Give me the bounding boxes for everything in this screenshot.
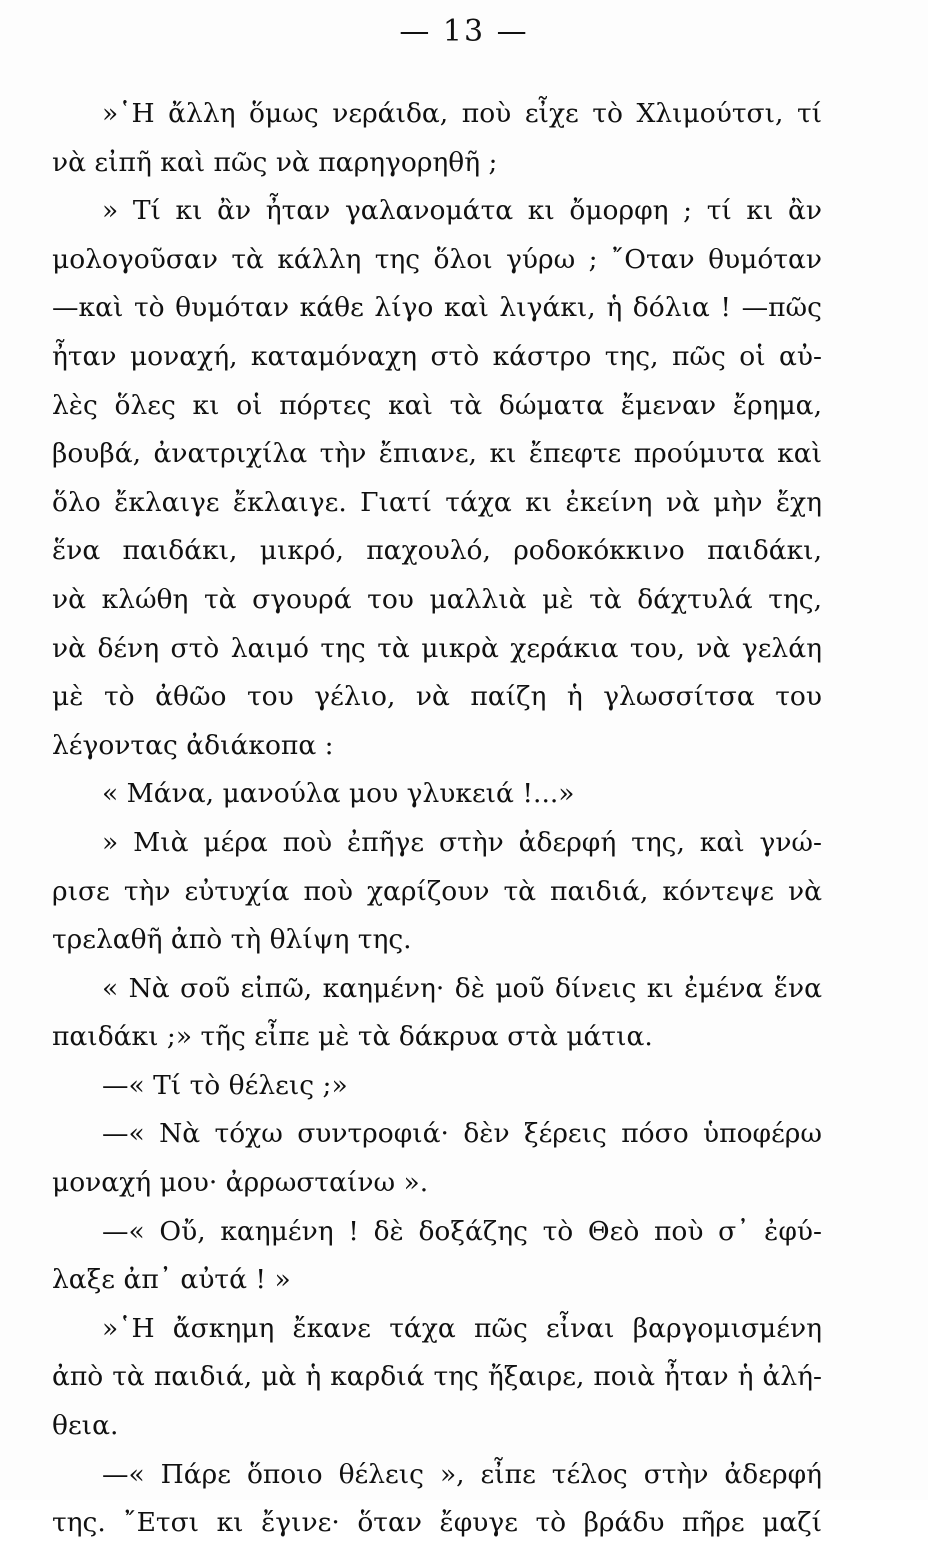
text-line: »῾Η ἄλλη ὅμως νεράιδα, ποὺ εἶχε τὸ Χλιμούτσι, τί [102,98,822,129]
text-line: —« Οὔ, καημένη ! δὲ δοξάζης τὸ Θεὸ ποὺ σ᾿ ἐφύ- [102,1215,822,1247]
text-line: νὰ δένη στὸ λαιμό της τὰ μικρὰ χεράκια του, νὰ γελάη [52,632,822,664]
text-line: ἀπὸ τὰ παιδιά, μὰ ἡ καρδιά της ἤξαιρε, ποιὰ ἦταν ἡ ἀλή- [52,1361,822,1393]
text-line: μολογοῦσαν τὰ κάλλη της ὅλοι γύρω ; ῎Οταν θυμόταν [52,243,822,275]
text-line: » Τί κι ἂν ἦταν γαλανομάτα κι ὄμορφη ; τί κι ἂν [102,195,822,227]
text-line: μοναχή μου· ἀρρωσταίνω ». [52,1167,429,1199]
text-line: « Μάνα, μανούλα μου γλυκειά !...» [102,778,575,810]
text-line: τρελαθῆ ἀπὸ τὴ θλίψη της. [52,924,412,956]
page-number: — 13 — [399,14,529,49]
text-line: « Νὰ σοῦ εἰπῶ, καημένη· δὲ μοῦ δίνεις κι ἐμένα ἕνα [102,972,822,1004]
text-line: —« Πάρε ὅποιο θέλεις », εἶπε τέλος στὴν ἀδερφή [102,1458,822,1490]
text-line: μὲ τὸ ἀθῶο του γέλιο, νὰ παίζη ἡ γλωσσίτσα του [52,681,822,713]
text-line: —« Τί τὸ θέλεις ;» [102,1069,348,1101]
text-line: —« Νὰ τόχω συντροφιά· δὲν ξέρεις πόσο ὑποφέρω [102,1118,822,1150]
text-line: παιδάκι ;» τῆς εἶπε μὲ τὰ δάκρυα στὰ μάτια. [52,1021,653,1053]
text-line: λέγοντας ἀδιάκοπα : [52,729,334,761]
text-line: της. ῎Ετσι κι ἔγινε· ὅταν ἔφυγε τὸ βράδυ πῆρε μαζί [52,1507,822,1539]
text-line: νὰ κλώθη τὰ σγουρά του μαλλιὰ μὲ τὰ δάχτυλά της, [52,583,822,615]
text-line: λαξε ἀπ᾿ αὐτά ! » [52,1264,291,1296]
text-line: ἦταν μοναχή, καταμόναχη στὸ κάστρο της, πῶς οἱ αὐ- [52,340,822,372]
text-line: »῾Η ἄσκημη ἔκανε τάχα πῶς εἶναι βαργομισμένη [102,1312,822,1344]
text-line: βουβά, ἀνατριχίλα τὴν ἔπιανε, κι ἔπεφτε προύμυτα καὶ [52,438,822,470]
body-text [52,90,822,1548]
text-line: ἕνα παιδάκι, μικρό, παχουλό, ροδοκόκκινο παιδάκι, [52,535,822,567]
text-line: ρισε τὴν εὐτυχία ποὺ χαρίζουν τὰ παιδιά, κόντεψε νὰ [52,875,822,907]
text-line: λὲς ὅλες κι οἱ πόρτες καὶ τὰ δώματα ἔμεναν ἔρημα, [52,389,822,421]
text-line: —καὶ τὸ θυμόταν κάθε λίγο καὶ λιγάκι, ἡ δόλια ! —πῶς [52,292,822,324]
text-line: » Μιὰ μέρα ποὺ ἐπῆγε στὴν ἀδερφή της, καὶ γνώ- [102,826,822,858]
text-line: θεια. [52,1410,119,1442]
text-line: ὅλο ἔκλαιγε ἔκλαιγε. Γιατί τάχα κι ἐκείνη νὰ μὴν ἔχη [52,486,822,518]
text-line: νὰ εἰπῆ καὶ πῶς νὰ παρηγορηθῆ ; [52,146,498,178]
